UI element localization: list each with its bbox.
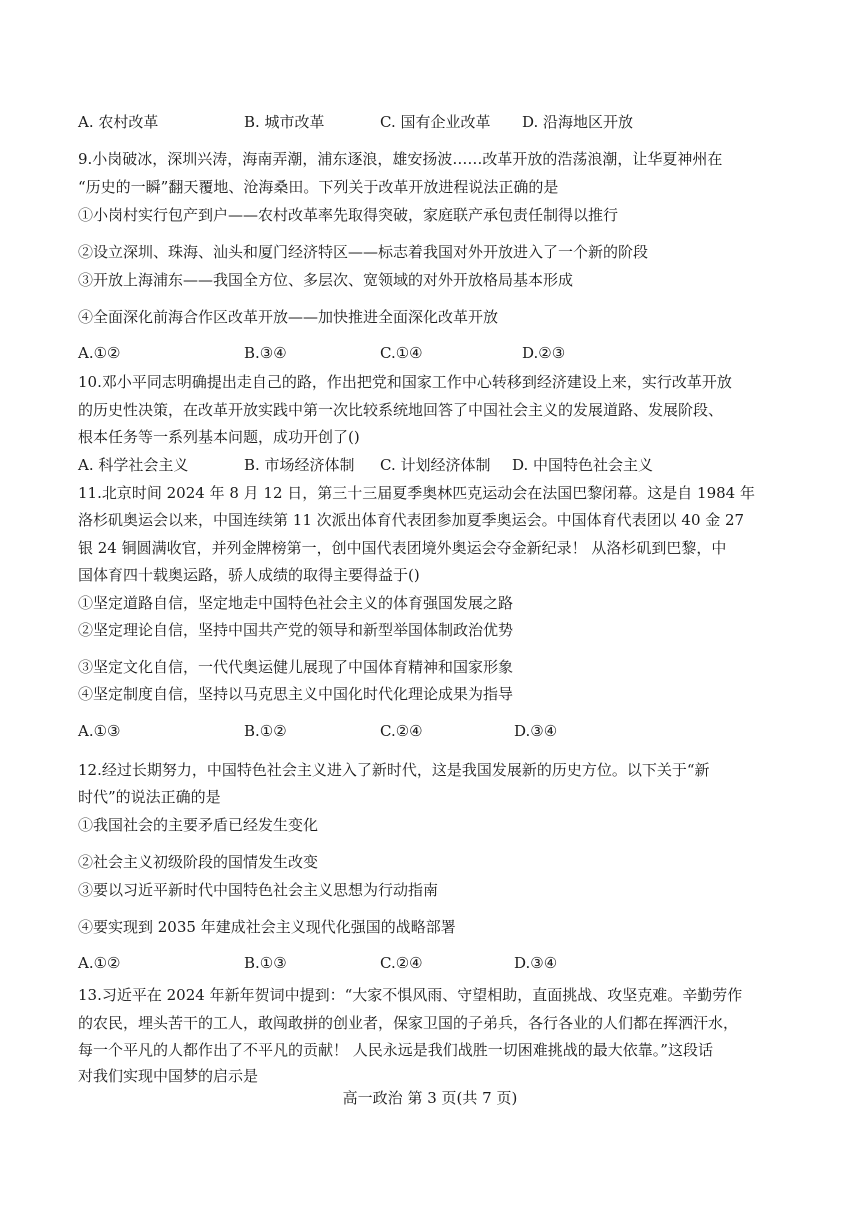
q9-stem-line: “历史的一瞬”翻天覆地、沧海桑田。下列关于改革开放进程说法正确的是 [78,178,559,196]
q10-option-b: B. 市场经济体制 [244,456,355,474]
q10-options [78,455,778,475]
q9-option-a: A.①② [78,344,121,362]
q13-stem-line: 13.习近平在 2024 年新年贺词中提到：“大家不惧风雨、守望相助，直面挑战、攻坚克难。辛勤劳作 [78,986,743,1004]
q9-item: ④全面深化前海合作区改革开放——加快推进全面深化改革开放 [78,308,499,326]
q8-option-a: A. 农村改革 [78,113,159,131]
q10-stem-line: 10.邓小平同志明确提出走自己的路，作出把党和国家工作中心转移到经济建设上来，实行改革开放 [78,373,732,391]
q10-stem-line: 根本任务等一系列基本问题，成功开创了() [78,428,360,446]
q12-option-b: B.①③ [244,954,287,972]
q10-option-c: C. 计划经济体制 [380,456,491,474]
q11-option-a: A.①③ [78,722,121,740]
q11-option-c: C.②④ [380,722,423,740]
q11-option-b: B.①② [244,722,287,740]
q9-item: ②设立深圳、珠海、汕头和厦门经济特区——标志着我国对外开放进入了一个新的阶段 [78,243,649,261]
q11-item: ①坚定道路自信，坚定地走中国特色社会主义的体育强国发展之路 [78,594,514,612]
q8-options [78,112,778,132]
q11-option-d: D.③④ [514,722,558,740]
q9-option-b: B.③④ [244,344,287,362]
q13-stem-line: 每一个平凡的人都作出了不平凡的贡献！ 人民永远是我们战胜一切困难挑战的最大依靠。”这段话 [78,1041,713,1059]
q11-item: ③坚定文化自信，一代代奥运健儿展现了中国体育精神和国家形象 [78,658,514,676]
q11-options [78,721,778,741]
q9-options [78,343,778,363]
q12-item: ②社会主义初级阶段的国情发生改变 [78,853,319,871]
q8-option-b: B. 城市改革 [244,113,325,131]
q11-stem-line: 11.北京时间 2024 年 8 月 12 日，第三十三届夏季奥林匹克运动会在法国巴黎闭幕。这是自 1984 年 [78,484,755,502]
q10-stem-line: 的历史性决策，在改革开放实践中第一次比较系统地回答了中国社会主义的发展道路、发展阶段、 [78,401,724,419]
q9-option-c: C.①④ [380,344,423,362]
q9-option-d: D.②③ [522,344,566,362]
q13-stem-line: 的农民，埋头苦干的工人，敢闯敢拼的创业者，保家卫国的子弟兵，各行各业的人们都在挥洒汗水， [78,1014,739,1032]
q11-stem-line: 国体育四十载奥运路，骄人成绩的取得主要得益于() [78,566,420,584]
q11-stem-line: 洛杉矶奥运会以来，中国连续第 11 次派出体育代表团参加夏季奥运会。中国体育代表团以 40 金 27 [78,511,745,529]
q12-item: ③要以习近平新时代中国特色社会主义思想为行动指南 [78,881,439,899]
q10-option-d: D. 中国特色社会主义 [512,456,654,474]
q9-stem-line: 9.小岗破冰，深圳兴涛，海南弄潮，浦东逐浪，雄安扬波……改革开放的浩荡浪潮，让华夏神州在 [78,150,723,168]
q10-option-a: A. 科学社会主义 [78,456,189,474]
q11-stem-line: 银 24 铜圆满收官，并列金牌榜第一，创中国代表团境外奥运会夺金新纪录！ 从洛杉矶到巴黎，中 [78,539,727,557]
q13-stem-line: 对我们实现中国梦的启示是 [78,1067,259,1085]
q9-item: ③开放上海浦东——我国全方位、多层次、宽领域的对外开放格局基本形成 [78,271,574,289]
q12-option-a: A.①② [78,954,121,972]
q12-stem-line: 时代”的说法正确的是 [78,788,221,806]
q12-stem-line: 12.经过长期努力，中国特色社会主义进入了新时代，这是我国发展新的历史方位。以下关于“新 [78,761,710,779]
q12-item: ④要实现到 2035 年建成社会主义现代化强国的战略部署 [78,918,456,936]
q12-options [78,953,778,973]
q9-item: ①小岗村实行包产到户——农村改革率先取得突破，家庭联产承包责任制得以推行 [78,206,619,224]
q12-item: ①我国社会的主要矛盾已经发生变化 [78,816,319,834]
q8-option-c: C. 国有企业改革 [380,113,491,131]
q11-item: ②坚定理论自信，坚持中国共产党的领导和新型举国体制政治优势 [78,621,514,639]
q11-item: ④坚定制度自信，坚持以马克思主义中国化时代化理论成果为指导 [78,685,514,703]
page-footer: 高一政治 第 3 页(共 7 页) [342,1089,518,1107]
q8-option-d: D. 沿海地区开放 [522,113,634,131]
q12-option-c: C.②④ [380,954,423,972]
q12-option-d: D.③④ [514,954,558,972]
